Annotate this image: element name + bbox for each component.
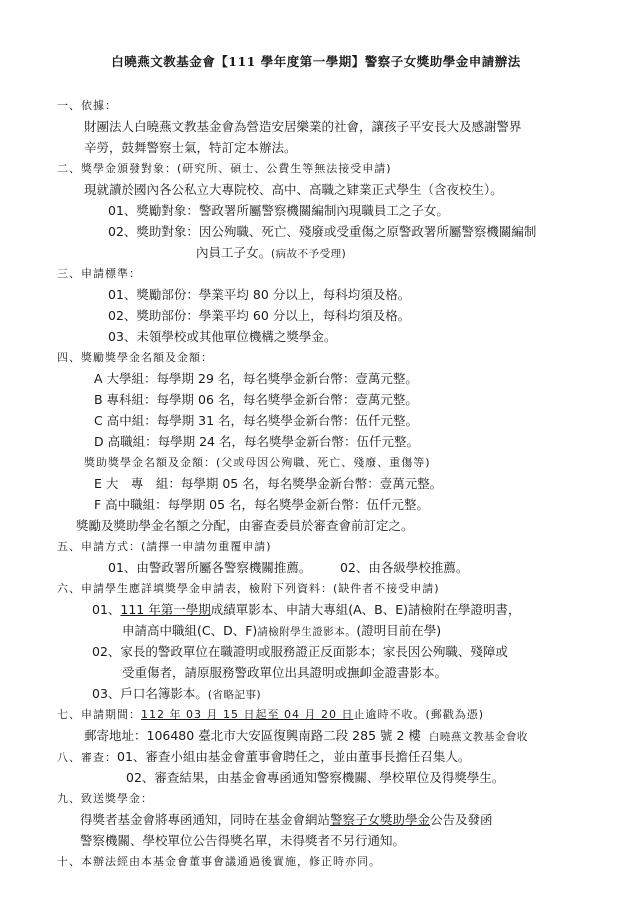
section-2-item-2: 02、獎助對象：因公殉職、死亡、殘廢或受重傷之原警政署所屬警察機關編制	[108, 224, 537, 239]
section-9-heading: 九、致送獎學金：	[57, 792, 153, 805]
section-6-item-1b-b: 請檢附學生證影本。	[257, 626, 357, 638]
section-8-item-2: 02、審查結果，由基金會專函通知警察機關、學校單位及得獎學生。	[126, 770, 505, 785]
section-5-item-1: 01、由警政署所屬各警察機關推薦。	[108, 560, 312, 575]
section-4-note: 獎勵及獎助學金名額之分配，由審查委員於審查會前訂定之。	[76, 518, 414, 533]
section-9-website-link-text: 警察子女獎助學金	[330, 812, 431, 827]
section-5-heading: 五、申請方式：(請擇一申請勿重覆申請)	[57, 540, 272, 553]
section-2-heading: 二、獎學金頒發對象：(研究所、碩士、公費生等無法接受申請)	[57, 162, 392, 175]
section-9-text-line-2: 警察機關、學校單位公告得獎名單，未得獎者不另行通知。	[80, 833, 406, 848]
section-7-heading: 七、申請期間：	[57, 708, 141, 721]
section-1-text-line-1: 財團法人白曉燕文教基金會為營造安居樂業的社會，讓孩子平安長大及感謝警界	[84, 119, 522, 134]
section-8-line-1	[57, 749, 470, 766]
section-4-group-f: F 高中職組：每學期 05 名，每名獎學金新台幣：伍仟元整。	[94, 497, 430, 512]
section-6-heading: 六、申請學生應詳填獎學金申請表，檢附下列資料：(缺件者不接受申請)	[57, 582, 440, 595]
section-4-group-a: A 大學組：每學期 29 名，每名獎學金新台幣：壹萬元整。	[94, 371, 418, 386]
section-7-recipient: 白曉燕文教基金會收	[428, 731, 528, 743]
section-3-item-3: 03、未領學校或其他單位機構之獎學金。	[108, 329, 337, 344]
section-6-item-1b-a: 申請高中職組(C、D、F)	[122, 623, 258, 638]
section-2-item-2-note: (病故不予受理)	[271, 248, 347, 260]
section-4-group-d: D 高職組：每學期 24 名，每名獎學金新台幣：伍仟元整。	[94, 434, 419, 449]
section-6-item-3-text: 03、戶口名簿影本。	[92, 686, 208, 701]
section-7-period-rest: 止逾時不收。(郵戳為憑)	[353, 708, 485, 721]
section-6-item-3	[92, 686, 261, 703]
section-9-text-line-1	[80, 812, 493, 828]
section-9-line-1-b: 公告及發函	[430, 812, 493, 827]
section-4-sub-heading: 獎助獎學金名額及金額：(父或母因公殉職、死亡、殘廢、重傷等)	[84, 456, 431, 469]
section-4-group-b: B 專科組：每學期 06 名，每名獎學金新台幣：壹萬元整。	[94, 392, 418, 407]
section-6-item-1-rest: 成績單影本、申請大專組(A、B、E)請檢附在學證明書，	[210, 602, 521, 617]
section-3-item-2: 02、獎助部份：學業平均 60 分以上，每科均須及格。	[108, 308, 411, 323]
section-6-item-2-cont: 受重傷者，請原服務警政單位出具證明或撫卹金證書影本。	[122, 665, 448, 680]
document-title: 白曉燕文教基金會【111 學年度第一學期】警察子女獎助學金申請辦法	[111, 54, 521, 69]
section-8-item-1: 01、審查小組由基金會董事會聘任之，並由董事長擔任召集人。	[117, 749, 471, 764]
section-6-item-1-semester: 111 年第一學期	[120, 602, 211, 617]
section-4-heading: 四、獎勵獎學金名額及金額：	[57, 351, 213, 364]
section-7-address: 郵寄地址：106480 臺北市大安區復興南路二段 285 號 2 樓	[84, 728, 421, 743]
section-6-item-1-cont	[122, 623, 441, 640]
section-4-group-e: E 大 專 組：每學期 05 名，每名獎學金新台幣：壹萬元整。	[94, 476, 443, 491]
section-5-item-2: 02、由各級學校推薦。	[340, 560, 469, 575]
section-6-item-1b-c: (證明目前在學)	[356, 623, 442, 638]
section-9-line-1-a: 得獎者基金會將專函通知，同時在基金會網站	[80, 812, 331, 827]
section-6-item-1	[92, 602, 521, 618]
section-4-group-c: C 高中組：每學期 31 名，每名獎學金新台幣：伍仟元整。	[94, 413, 419, 428]
section-2-item-1: 01、獎勵對象：警政署所屬警察機關編制內現職員工之子女。	[108, 203, 449, 218]
section-7-address-line	[84, 728, 528, 745]
section-3-heading: 三、申請標準：	[57, 267, 141, 280]
section-6-item-2: 02、家長的警政單位在職證明或服務證正反面影本；家長因公殉職、殘障或	[92, 644, 508, 659]
section-6-item-3-note: (省略記事)	[207, 689, 262, 701]
section-2-item-2b: 內員工子女。	[196, 245, 272, 260]
section-1-heading: 一、依據：	[57, 99, 117, 112]
section-2-text-line-1: 現就讀於國內各公私立大專院校、高中、高職之肄業正式學生（含夜校生）。	[84, 182, 503, 197]
section-10-text: 十、本辦法經由本基金會董事會議通過後實施，修正時亦同。	[57, 855, 381, 868]
section-1-text-line-2: 辛勞，鼓舞警察士氣，特訂定本辦法。	[84, 140, 297, 155]
section-3-item-1: 01、獎勵部份：學業平均 80 分以上，每科均須及格。	[108, 287, 411, 302]
section-7-period: 112 年 03 月 15 日起至 04 月 20 日	[141, 708, 354, 721]
section-8-heading: 八、審查：	[57, 751, 117, 764]
section-6-item-1-prefix: 01、	[92, 602, 121, 617]
section-2-item-2-cont	[196, 245, 346, 262]
section-7-line-1	[57, 707, 484, 723]
